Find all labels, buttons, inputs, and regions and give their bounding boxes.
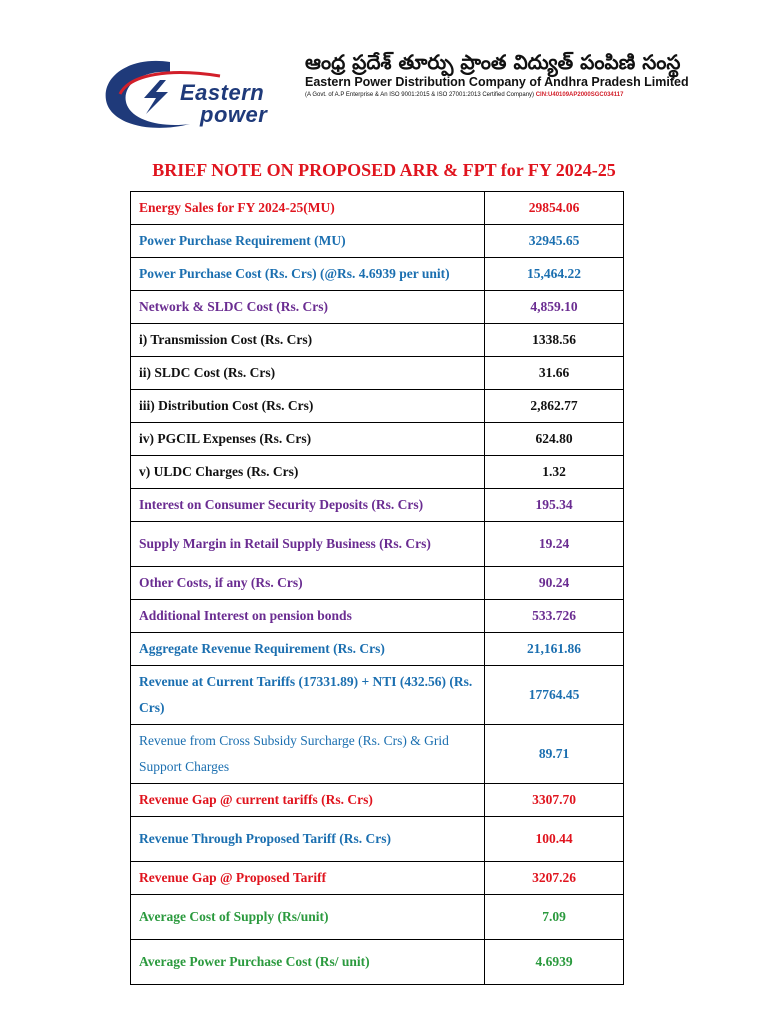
cin-number: CIN:U40109AP2000SGC034117 [535,92,624,98]
row-value: 31.66 [485,357,624,390]
table-body [131,192,624,985]
table-row [131,357,624,390]
row-label: Energy Sales for FY 2024-25(MU) [131,192,485,225]
row-value: 1338.56 [485,324,624,357]
row-label: Network & SLDC Cost (Rs. Crs) [131,291,485,324]
arr-fpt-table [130,191,624,985]
table-row [131,225,624,258]
table-row [131,940,624,985]
table-row [131,895,624,940]
row-label: Revenue Gap @ Proposed Tariff [131,862,485,895]
row-value: 21,161.86 [485,633,624,666]
table-row [131,600,624,633]
table-row [131,192,624,225]
row-label: iii) Distribution Cost (Rs. Crs) [131,390,485,423]
row-label: Average Power Purchase Cost (Rs/ unit) [131,940,485,985]
row-label: ii) SLDC Cost (Rs. Crs) [131,357,485,390]
row-label: i) Transmission Cost (Rs. Crs) [131,324,485,357]
row-label: Interest on Consumer Security Deposits (Rs. Crs) [131,489,485,522]
row-value: 19.24 [485,522,624,567]
row-value: 195.34 [485,489,624,522]
row-label: Average Cost of Supply (Rs/unit) [131,895,485,940]
table-row [131,567,624,600]
row-label: Revenue at Current Tariffs (17331.89) + NTI (432.56) (Rs. Crs) [131,666,485,725]
row-label: Other Costs, if any (Rs. Crs) [131,567,485,600]
table-row [131,633,624,666]
company-name-telugu: ఆంధ్ర ప్రదేశ్ తూర్పు ప్రాంత విద్యుత్ పంపిణి సంస్థ [305,50,681,74]
row-value: 32945.65 [485,225,624,258]
table-row [131,423,624,456]
row-value: 100.44 [485,817,624,862]
row-label: Power Purchase Requirement (MU) [131,225,485,258]
row-value: 624.80 [485,423,624,456]
company-block [305,50,689,98]
row-value: 15,464.22 [485,258,624,291]
table-row [131,456,624,489]
eastern-power-logo [100,54,300,134]
row-value: 533.726 [485,600,624,633]
row-label: Supply Margin in Retail Supply Business (Rs. Crs) [131,522,485,567]
table-row [131,291,624,324]
row-value: 89.71 [485,725,624,784]
row-label: Revenue Through Proposed Tariff (Rs. Crs) [131,817,485,862]
table-row [131,666,624,725]
table-row [131,324,624,357]
row-value: 1.32 [485,456,624,489]
table-row [131,817,624,862]
logo-text-power: power [200,102,268,127]
row-label: iv) PGCIL Expenses (Rs. Crs) [131,423,485,456]
letterhead [100,50,689,140]
row-value: 3207.26 [485,862,624,895]
table-row [131,784,624,817]
row-value: 2,862.77 [485,390,624,423]
row-value: 4.6939 [485,940,624,985]
certification-text: (A Govt. of A.P Enterprise & An ISO 9001:2015 & ISO 27001:2013 Certified Company) [305,92,535,98]
table-row [131,862,624,895]
company-name-english: Eastern Power Distribution Company of Andhra Pradesh Limited [305,75,689,89]
row-label: Aggregate Revenue Requirement (Rs. Crs) [131,633,485,666]
row-label: Revenue Gap @ current tariffs (Rs. Crs) [131,784,485,817]
table-row [131,258,624,291]
table-row [131,725,624,784]
row-label: v) ULDC Charges (Rs. Crs) [131,456,485,489]
certification-line [305,92,685,98]
row-value: 90.24 [485,567,624,600]
row-label: Additional Interest on pension bonds [131,600,485,633]
row-value: 7.09 [485,895,624,940]
row-value: 29854.06 [485,192,624,225]
row-value: 3307.70 [485,784,624,817]
row-value: 17764.45 [485,666,624,725]
table-row [131,489,624,522]
table-row [131,390,624,423]
document-title: BRIEF NOTE ON PROPOSED ARR & FPT for FY 2024-25 [152,160,616,180]
row-value: 4,859.10 [485,291,624,324]
row-label: Power Purchase Cost (Rs. Crs) (@Rs. 4.6939 per unit) [131,258,485,291]
table-row [131,522,624,567]
logo-text-eastern: Eastern [180,80,265,105]
row-label: Revenue from Cross Subsidy Surcharge (Rs. Crs) & Grid Support Charges [131,725,485,784]
